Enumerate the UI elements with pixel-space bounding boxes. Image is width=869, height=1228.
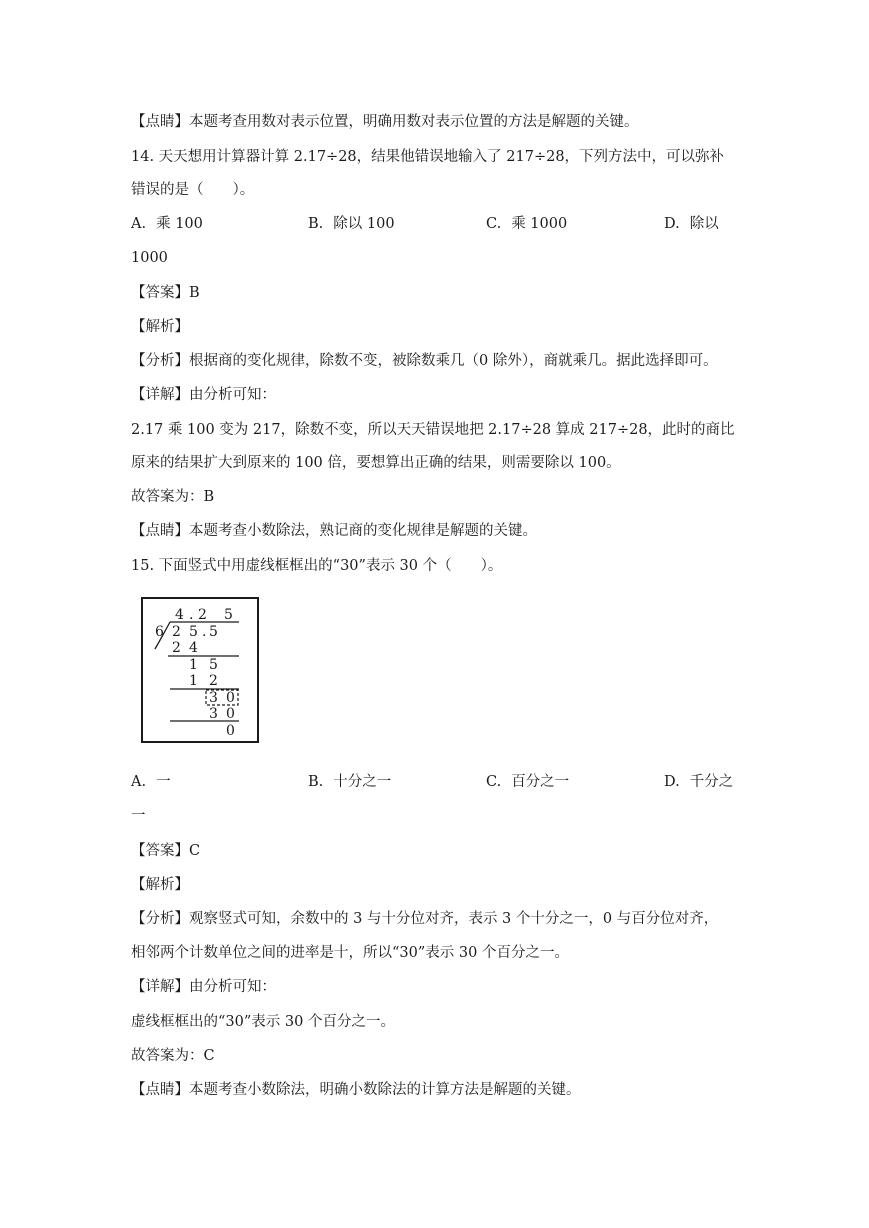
divisor: 6 bbox=[155, 624, 164, 640]
q14-option-b[interactable]: B. 除以 100 bbox=[308, 216, 395, 232]
long-division-figure bbox=[141, 597, 259, 743]
step-digit: 1 bbox=[189, 673, 198, 689]
q14-stem-line1: 14. 天天想用计算器计算 2.17÷28，结果他错误地输入了 217÷28，下列方法中，可以弥补 bbox=[131, 149, 725, 165]
q15-option-c[interactable]: C. 百分之一 bbox=[486, 774, 570, 790]
boxed-digit: 0 bbox=[226, 690, 235, 706]
q15-analysis-line2: 相邻两个计数单位之间的进率是十，所以“30”表示 30 个百分之一。 bbox=[131, 945, 569, 961]
quotient-digit: 5 bbox=[224, 607, 233, 623]
quotient-digit: 4 bbox=[175, 607, 184, 623]
q14-stem-line2: 错误的是（ ）。 bbox=[131, 182, 255, 198]
q15-options bbox=[131, 772, 751, 792]
step-digit: 0 bbox=[226, 706, 235, 722]
q14-detail-line2: 原来的结果扩大到原来的 100 倍，要想算出正确的结果，则需要除以 100。 bbox=[131, 455, 621, 471]
step-digit: 1 bbox=[189, 657, 198, 673]
step-digit: 5 bbox=[209, 657, 218, 673]
q14-option-d-wrap: 1000 bbox=[131, 250, 168, 266]
q15-stem: 15. 下面竖式中用虚线框框出的“30”表示 30 个（ ）。 bbox=[131, 558, 503, 574]
q14-answer: 【答案】B bbox=[131, 285, 200, 301]
step-digit: 3 bbox=[209, 706, 218, 722]
dividend-digit: 5 bbox=[189, 624, 198, 640]
q14-option-c[interactable]: C. 乘 1000 bbox=[486, 216, 568, 232]
q14-option-a[interactable]: A. 乘 100 bbox=[131, 216, 203, 232]
q15-option-d[interactable]: D. 千分之 bbox=[664, 774, 734, 790]
q15-option-a[interactable]: A. 一 bbox=[131, 774, 171, 790]
step-digit: 2 bbox=[172, 640, 181, 656]
q15-answer: 【答案】C bbox=[131, 843, 201, 859]
remainder: 0 bbox=[226, 723, 235, 739]
q14-analysis: 【分析】根据商的变化规律，除数不变，被除数乘几（0 除外），商就乘几。据此选择即可。 bbox=[131, 353, 718, 369]
q15-conclusion: 故答案为：C bbox=[131, 1048, 215, 1064]
q15-option-b[interactable]: B. 十分之一 bbox=[308, 774, 392, 790]
q15-detail-heading: 【详解】由分析可知： bbox=[131, 979, 276, 995]
quotient-digit: 2 bbox=[198, 607, 207, 623]
q14-comment: 【点睛】本题考查小数除法，熟记商的变化规律是解题的关键。 bbox=[131, 523, 537, 539]
q14-analysis-heading: 【解析】 bbox=[131, 319, 189, 335]
dividend-digit: 5 bbox=[209, 624, 218, 640]
q14-detail-heading: 【详解】由分析可知： bbox=[131, 387, 276, 403]
q14-option-d[interactable]: D. 除以 bbox=[664, 216, 719, 232]
dividend-digit: 2 bbox=[172, 624, 181, 640]
q15-option-d-wrap: 一 bbox=[131, 808, 146, 824]
long-division-diagram bbox=[143, 599, 257, 741]
q15-analysis-line1: 【分析】观察竖式可知，余数中的 3 与十分位对齐，表示 3 个十分之一，0 与百分位对齐， bbox=[131, 911, 719, 927]
boxed-digit: 3 bbox=[209, 690, 218, 706]
step-digit: 2 bbox=[209, 673, 218, 689]
q15-analysis-heading: 【解析】 bbox=[131, 877, 189, 893]
q14-conclusion: 故答案为：B bbox=[131, 489, 215, 505]
dividend-point: . bbox=[202, 624, 207, 640]
quotient-point: . bbox=[189, 607, 194, 623]
q14-detail-line1: 2.17 乘 100 变为 217，除数不变，所以天天错误地把 2.17÷28 算成 217÷28，此时的商比 bbox=[131, 422, 735, 438]
q15-detail: 虚线框框出的“30”表示 30 个百分之一。 bbox=[131, 1014, 395, 1030]
step-digit: 4 bbox=[189, 640, 198, 656]
q15-comment: 【点睛】本题考查小数除法，明确小数除法的计算方法是解题的关键。 bbox=[131, 1082, 581, 1098]
q13-comment: 【点睛】本题考查用数对表示位置，明确用数对表示位置的方法是解题的关键。 bbox=[131, 114, 639, 130]
q14-options bbox=[131, 214, 751, 234]
